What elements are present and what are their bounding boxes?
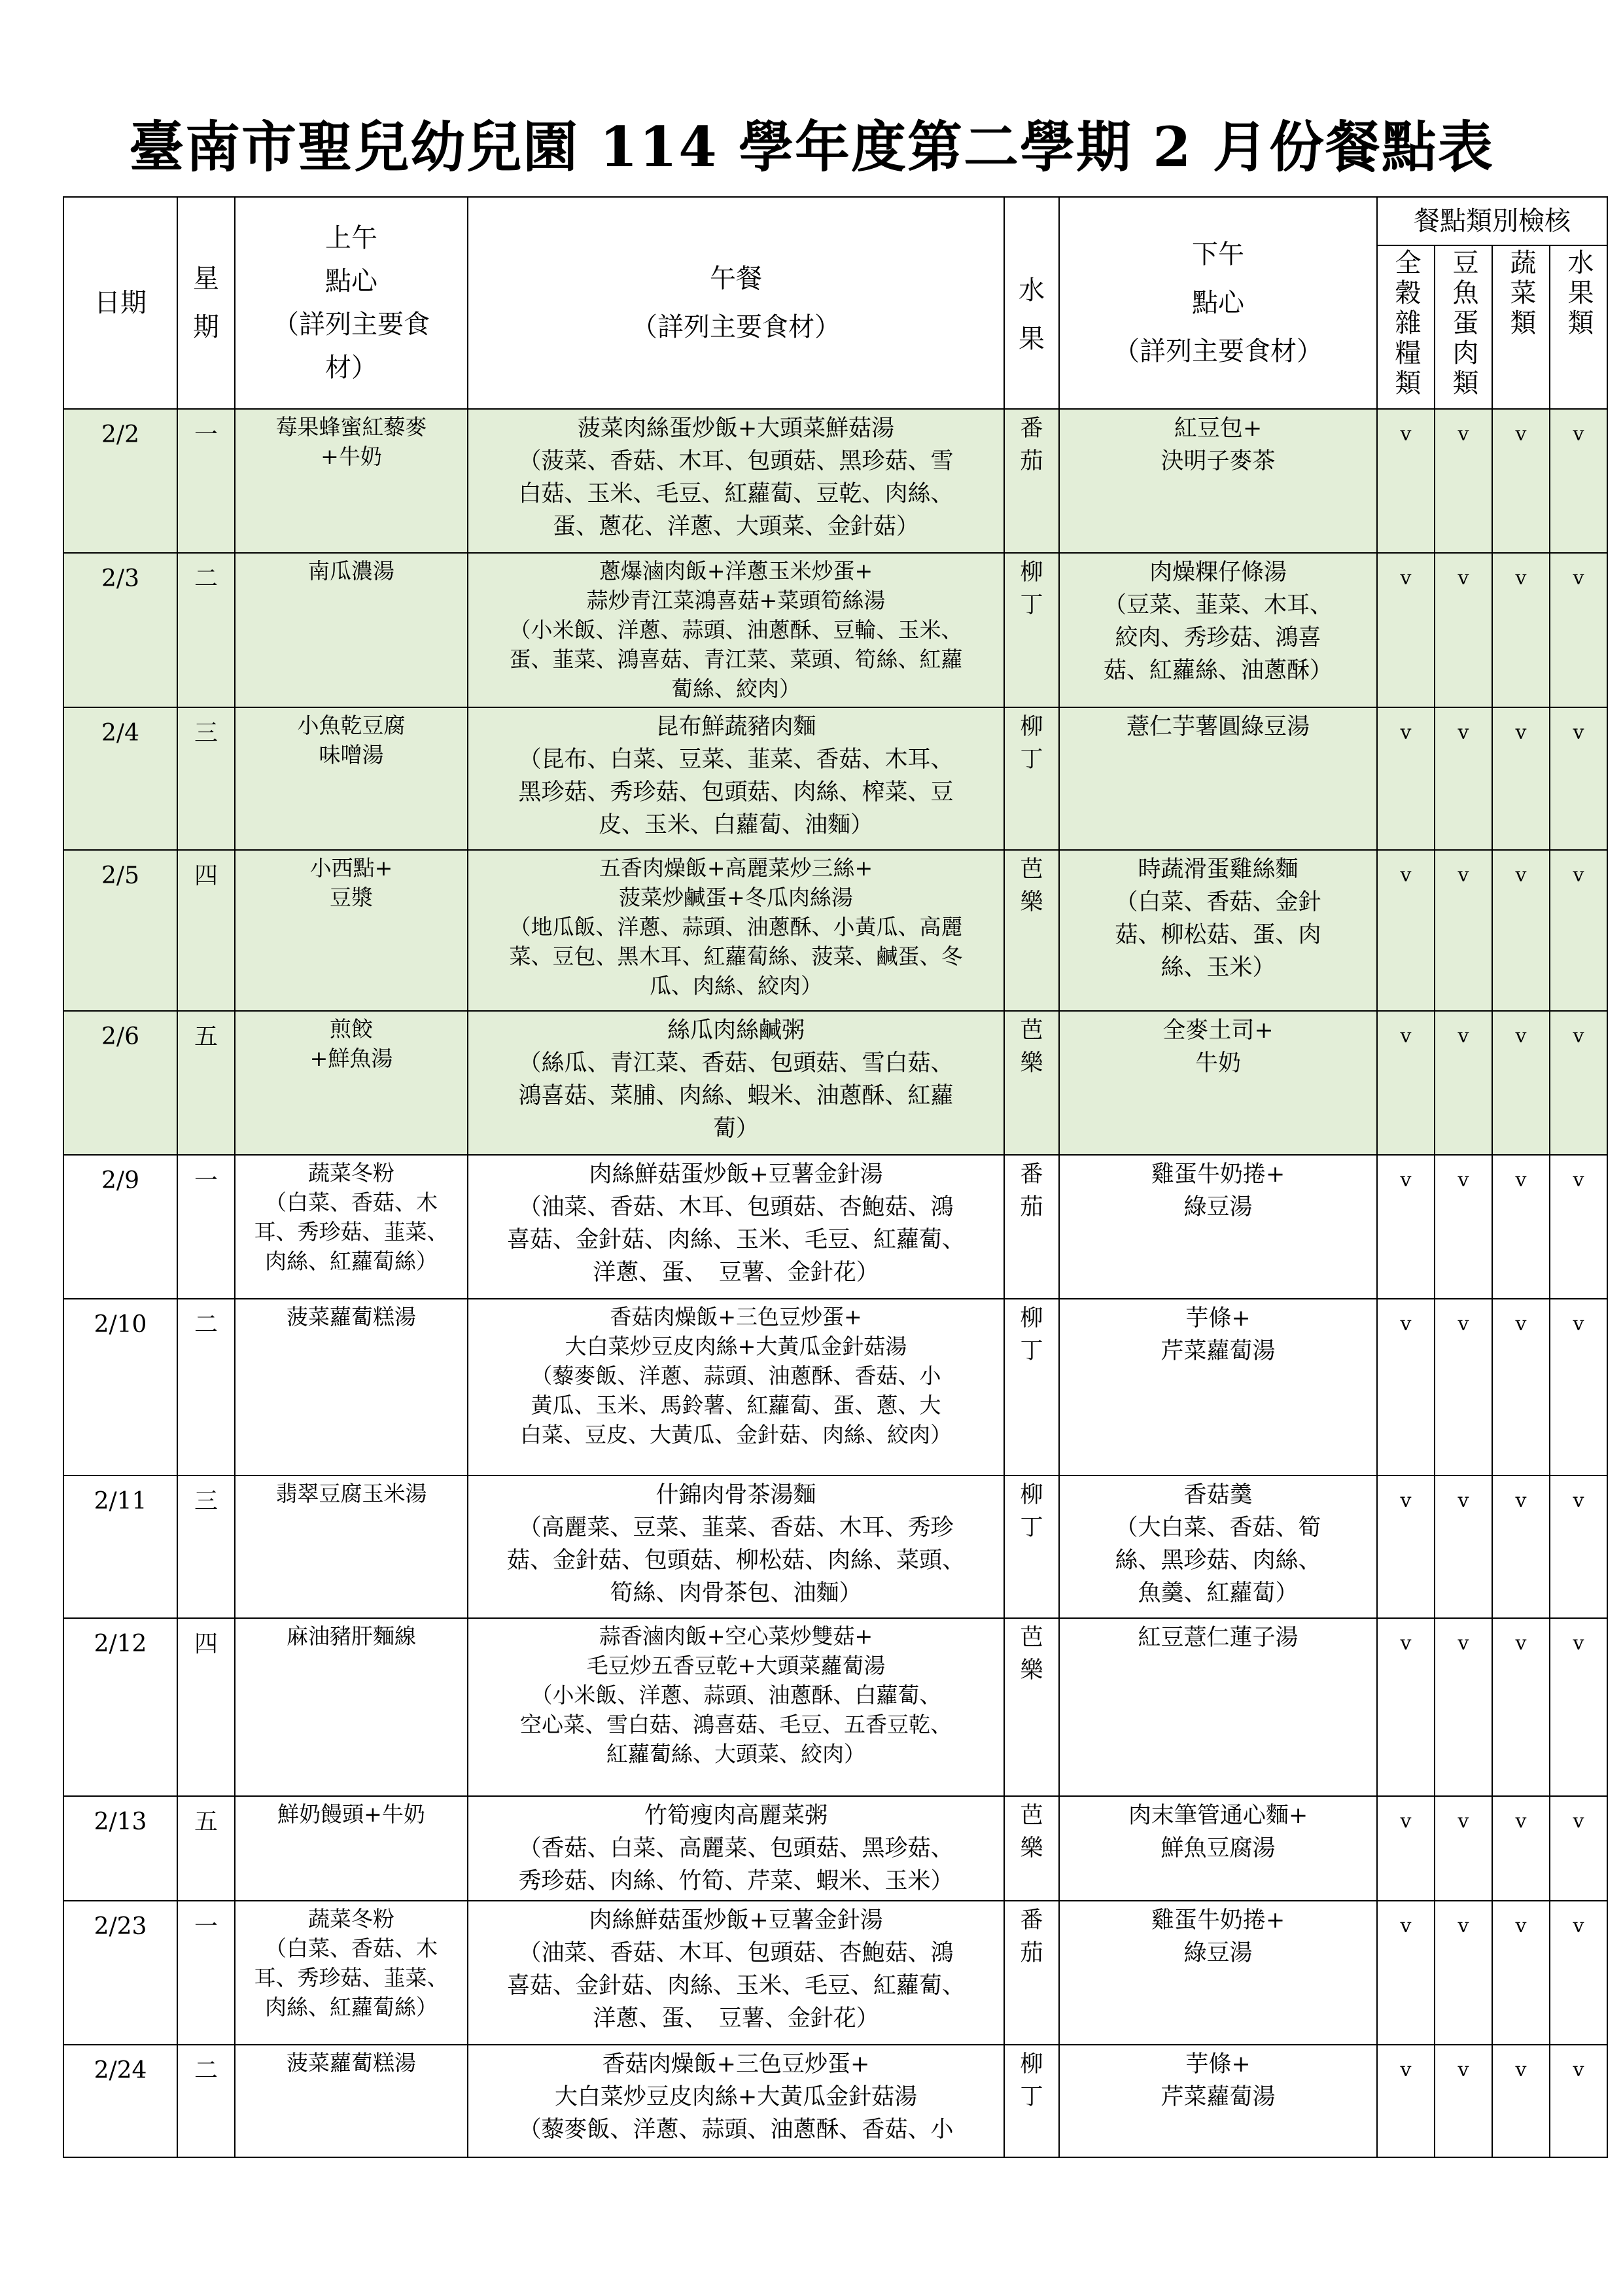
row-check-protein: v bbox=[1435, 409, 1492, 553]
row-weekday: 二 bbox=[177, 553, 235, 707]
header-pm-snack: 下午 點心 （詳列主要食材） bbox=[1059, 197, 1377, 409]
row-date: 2/12 bbox=[63, 1618, 177, 1796]
row-lunch: 菠菜肉絲蛋炒飯+大頭菜鮮菇湯 （菠菜、香菇、木耳、包頭菇、黑珍菇、雪 白菇、玉米、毛豆、紅蘿蔔、豆乾、肉絲、 蛋、蔥花、洋蔥、大頭菜、金針菇） bbox=[468, 409, 1004, 553]
row-check-fruit: v bbox=[1550, 1796, 1607, 1901]
row-lunch: 蒜香滷肉飯+空心菜炒雙菇+ 毛豆炒五香豆乾+大頭菜蘿蔔湯 （小米飯、洋蔥、蒜頭、油蔥酥、白蘿蔔、 空心菜、雪白菇、鴻喜菇、毛豆、五香豆乾、 紅蘿蔔絲、大頭菜、絞肉） bbox=[468, 1618, 1004, 1796]
row-check-protein: v bbox=[1435, 850, 1492, 1011]
row-check-protein: v bbox=[1435, 1011, 1492, 1155]
row-fruit: 柳 丁 bbox=[1004, 1475, 1059, 1618]
row-pm-snack: 肉末筆管通心麵+ 鮮魚豆腐湯 bbox=[1059, 1796, 1377, 1901]
row-pm-snack: 紅豆包+ 決明子麥茶 bbox=[1059, 409, 1377, 553]
row-am-snack: 小西點+ 豆漿 bbox=[235, 850, 468, 1011]
header-lunch: 午餐 （詳列主要食材） bbox=[468, 197, 1004, 409]
row-check-fruit: v bbox=[1550, 850, 1607, 1011]
row-pm-snack: 肉燥粿仔條湯 （豆菜、韮菜、木耳、 絞肉、秀珍菇、鴻喜 菇、紅蘿絲、油蔥酥） bbox=[1059, 553, 1377, 707]
table-row bbox=[63, 1299, 1607, 1475]
row-check-vegetable: v bbox=[1492, 1796, 1550, 1901]
row-date: 2/11 bbox=[63, 1475, 177, 1618]
row-check-vegetable: v bbox=[1492, 2045, 1550, 2157]
row-check-protein: v bbox=[1435, 2045, 1492, 2157]
row-check-protein: v bbox=[1435, 1796, 1492, 1901]
row-check-protein: v bbox=[1435, 1299, 1492, 1475]
row-date: 2/3 bbox=[63, 553, 177, 707]
row-check-vegetable: v bbox=[1492, 1618, 1550, 1796]
row-fruit: 芭 樂 bbox=[1004, 1796, 1059, 1901]
row-weekday: 五 bbox=[177, 1011, 235, 1155]
row-check-protein: v bbox=[1435, 707, 1492, 850]
row-check-fruit: v bbox=[1550, 707, 1607, 850]
row-check-grains: v bbox=[1377, 1155, 1435, 1299]
row-check-grains: v bbox=[1377, 553, 1435, 707]
row-fruit: 芭 樂 bbox=[1004, 1011, 1059, 1155]
row-date: 2/9 bbox=[63, 1155, 177, 1299]
table-row bbox=[63, 1796, 1607, 1901]
row-check-vegetable: v bbox=[1492, 1011, 1550, 1155]
row-check-vegetable: v bbox=[1492, 553, 1550, 707]
row-check-protein: v bbox=[1435, 1901, 1492, 2045]
row-date: 2/24 bbox=[63, 2045, 177, 2157]
row-check-grains: v bbox=[1377, 1618, 1435, 1796]
row-check-protein: v bbox=[1435, 1618, 1492, 1796]
row-weekday: 二 bbox=[177, 2045, 235, 2157]
row-check-fruit: v bbox=[1550, 553, 1607, 707]
row-am-snack: 鮮奶饅頭+牛奶 bbox=[235, 1796, 468, 1901]
row-fruit: 柳 丁 bbox=[1004, 1299, 1059, 1475]
row-date: 2/2 bbox=[63, 409, 177, 553]
row-lunch: 絲瓜肉絲鹹粥 （絲瓜、青江菜、香菇、包頭菇、雪白菇、 鴻喜菇、菜脯、肉絲、蝦米、油蔥酥、紅蘿 蔔） bbox=[468, 1011, 1004, 1155]
header-check-fruit: 水果類 bbox=[1550, 245, 1607, 409]
row-fruit: 芭 樂 bbox=[1004, 1618, 1059, 1796]
table-row bbox=[63, 707, 1607, 850]
row-pm-snack: 雞蛋牛奶捲+ 綠豆湯 bbox=[1059, 1155, 1377, 1299]
row-check-vegetable: v bbox=[1492, 1475, 1550, 1618]
header-check-protein: 豆魚蛋肉類 bbox=[1435, 245, 1492, 409]
row-pm-snack: 芋條+ 芹菜蘿蔔湯 bbox=[1059, 2045, 1377, 2157]
row-fruit: 芭 樂 bbox=[1004, 850, 1059, 1011]
row-check-grains: v bbox=[1377, 1011, 1435, 1155]
row-check-grains: v bbox=[1377, 1299, 1435, 1475]
row-fruit: 番 茄 bbox=[1004, 409, 1059, 553]
row-weekday: 一 bbox=[177, 1901, 235, 2045]
row-check-vegetable: v bbox=[1492, 1299, 1550, 1475]
row-pm-snack: 時蔬滑蛋雞絲麵 （白菜、香菇、金針 菇、柳松菇、蛋、肉 絲、玉米） bbox=[1059, 850, 1377, 1011]
row-pm-snack: 香菇羹 （大白菜、香菇、筍 絲、黑珍菇、肉絲、 魚羹、紅蘿蔔） bbox=[1059, 1475, 1377, 1618]
row-check-grains: v bbox=[1377, 1796, 1435, 1901]
row-check-fruit: v bbox=[1550, 1618, 1607, 1796]
row-check-fruit: v bbox=[1550, 1475, 1607, 1618]
row-weekday: 四 bbox=[177, 1618, 235, 1796]
row-lunch: 竹筍瘦肉高麗菜粥 （香菇、白菜、高麗菜、包頭菇、黑珍菇、 秀珍菇、肉絲、竹筍、芹菜、蝦米、玉米） bbox=[468, 1796, 1004, 1901]
row-am-snack: 莓果蜂蜜紅藜麥 +牛奶 bbox=[235, 409, 468, 553]
row-date: 2/6 bbox=[63, 1011, 177, 1155]
row-am-snack: 翡翠豆腐玉米湯 bbox=[235, 1475, 468, 1618]
row-lunch: 香菇肉燥飯+三色豆炒蛋+ 大白菜炒豆皮肉絲+大黃瓜金針菇湯 （藜麥飯、洋蔥、蒜頭、油蔥酥、香菇、小 黃瓜、玉米、馬鈴薯、紅蘿蔔、蛋、蔥、大 白菜、豆皮、大黃瓜、金針菇、肉絲、絞肉） bbox=[468, 1299, 1004, 1475]
row-am-snack: 菠菜蘿蔔糕湯 bbox=[235, 2045, 468, 2157]
table-row bbox=[63, 1475, 1607, 1618]
row-date: 2/4 bbox=[63, 707, 177, 850]
row-check-protein: v bbox=[1435, 1475, 1492, 1618]
row-fruit: 番 茄 bbox=[1004, 1155, 1059, 1299]
row-check-grains: v bbox=[1377, 850, 1435, 1011]
header-fruit: 水 果 bbox=[1004, 197, 1059, 409]
row-am-snack: 蔬菜冬粉 （白菜、香菇、木 耳、秀珍菇、韮菜、 肉絲、紅蘿蔔絲） bbox=[235, 1155, 468, 1299]
row-check-fruit: v bbox=[1550, 1011, 1607, 1155]
row-lunch: 五香肉燥飯+高麗菜炒三絲+ 菠菜炒鹹蛋+冬瓜肉絲湯 （地瓜飯、洋蔥、蒜頭、油蔥酥、小黃瓜、高麗 菜、豆包、黑木耳、紅蘿蔔絲、菠菜、鹹蛋、冬 瓜、肉絲、絞肉） bbox=[468, 850, 1004, 1011]
row-date: 2/10 bbox=[63, 1299, 177, 1475]
row-check-vegetable: v bbox=[1492, 850, 1550, 1011]
row-am-snack: 南瓜濃湯 bbox=[235, 553, 468, 707]
row-fruit: 柳 丁 bbox=[1004, 553, 1059, 707]
row-am-snack: 蔬菜冬粉 （白菜、香菇、木 耳、秀珍菇、韮菜、 肉絲、紅蘿蔔絲） bbox=[235, 1901, 468, 2045]
row-lunch: 蔥爆滷肉飯+洋蔥玉米炒蛋+ 蒜炒青江菜鴻喜菇+菜頭筍絲湯 （小米飯、洋蔥、蒜頭、油蔥酥、豆輪、玉米、 蛋、韮菜、鴻喜菇、青江菜、菜頭、筍絲、紅蘿 蔔絲、絞肉） bbox=[468, 553, 1004, 707]
row-check-vegetable: v bbox=[1492, 409, 1550, 553]
row-weekday: 三 bbox=[177, 1475, 235, 1618]
row-lunch: 昆布鮮蔬豬肉麵 （昆布、白菜、豆菜、韮菜、香菇、木耳、 黑珍菇、秀珍菇、包頭菇、肉絲、榨菜、豆 皮、玉米、白蘿蔔、油麵） bbox=[468, 707, 1004, 850]
menu-body bbox=[63, 409, 1607, 2157]
header-check-group: 餐點類別檢核 bbox=[1377, 197, 1607, 245]
row-date: 2/5 bbox=[63, 850, 177, 1011]
header-check-vegetable: 蔬菜類 bbox=[1492, 245, 1550, 409]
row-weekday: 一 bbox=[177, 1155, 235, 1299]
row-date: 2/23 bbox=[63, 1901, 177, 2045]
row-check-fruit: v bbox=[1550, 2045, 1607, 2157]
row-fruit: 番 茄 bbox=[1004, 1901, 1059, 2045]
row-check-fruit: v bbox=[1550, 409, 1607, 553]
header-check-grains: 全穀雜糧類 bbox=[1377, 245, 1435, 409]
table-row bbox=[63, 2045, 1607, 2157]
row-lunch: 肉絲鮮菇蛋炒飯+豆薯金針湯 （油菜、香菇、木耳、包頭菇、杏鮑菇、鴻 喜菇、金針菇、肉絲、玉米、毛豆、紅蘿蔔、 洋蔥、蛋、 豆薯、金針花） bbox=[468, 1155, 1004, 1299]
row-check-protein: v bbox=[1435, 553, 1492, 707]
header-date: 日期 bbox=[63, 197, 177, 409]
table-row bbox=[63, 1011, 1607, 1155]
row-lunch: 什錦肉骨茶湯麵 （高麗菜、豆菜、韮菜、香菇、木耳、秀珍 菇、金針菇、包頭菇、柳松菇、肉絲、菜頭、 筍絲、肉骨茶包、油麵） bbox=[468, 1475, 1004, 1618]
row-weekday: 四 bbox=[177, 850, 235, 1011]
row-check-fruit: v bbox=[1550, 1299, 1607, 1475]
row-check-grains: v bbox=[1377, 1901, 1435, 2045]
row-pm-snack: 紅豆薏仁蓮子湯 bbox=[1059, 1618, 1377, 1796]
row-check-protein: v bbox=[1435, 1155, 1492, 1299]
row-weekday: 二 bbox=[177, 1299, 235, 1475]
row-pm-snack: 全麥土司+ 牛奶 bbox=[1059, 1011, 1377, 1155]
row-check-grains: v bbox=[1377, 409, 1435, 553]
table-row bbox=[63, 1618, 1607, 1796]
table-row bbox=[63, 409, 1607, 553]
table-row bbox=[63, 850, 1607, 1011]
row-am-snack: 麻油豬肝麵線 bbox=[235, 1618, 468, 1796]
row-weekday: 三 bbox=[177, 707, 235, 850]
row-check-grains: v bbox=[1377, 707, 1435, 850]
row-check-fruit: v bbox=[1550, 1155, 1607, 1299]
table-row bbox=[63, 553, 1607, 707]
row-pm-snack: 芋條+ 芹菜蘿蔔湯 bbox=[1059, 1299, 1377, 1475]
row-am-snack: 小魚乾豆腐 味噌湯 bbox=[235, 707, 468, 850]
row-fruit: 柳 丁 bbox=[1004, 2045, 1059, 2157]
row-check-fruit: v bbox=[1550, 1901, 1607, 2045]
page-title: 臺南市聖兒幼兒園 114 學年度第二學期 2 月份餐點表 bbox=[129, 115, 1494, 179]
row-check-grains: v bbox=[1377, 1475, 1435, 1618]
table-row bbox=[63, 1155, 1607, 1299]
row-check-vegetable: v bbox=[1492, 1901, 1550, 2045]
row-date: 2/13 bbox=[63, 1796, 177, 1901]
row-check-grains: v bbox=[1377, 2045, 1435, 2157]
meal-table bbox=[63, 196, 1608, 2158]
header-weekday: 星 期 bbox=[177, 197, 235, 409]
row-weekday: 一 bbox=[177, 409, 235, 553]
row-fruit: 柳 丁 bbox=[1004, 707, 1059, 850]
row-lunch: 肉絲鮮菇蛋炒飯+豆薯金針湯 （油菜、香菇、木耳、包頭菇、杏鮑菇、鴻 喜菇、金針菇、肉絲、玉米、毛豆、紅蘿蔔、 洋蔥、蛋、 豆薯、金針花） bbox=[468, 1901, 1004, 2045]
header-am-snack: 上午 點心 （詳列主要食 材） bbox=[235, 197, 468, 409]
row-check-vegetable: v bbox=[1492, 1155, 1550, 1299]
table-row bbox=[63, 1901, 1607, 2045]
row-am-snack: 煎餃 +鮮魚湯 bbox=[235, 1011, 468, 1155]
row-lunch: 香菇肉燥飯+三色豆炒蛋+ 大白菜炒豆皮肉絲+大黃瓜金針菇湯 （藜麥飯、洋蔥、蒜頭、油蔥酥、香菇、小 bbox=[468, 2045, 1004, 2157]
row-weekday: 五 bbox=[177, 1796, 235, 1901]
row-pm-snack: 薏仁芋薯圓綠豆湯 bbox=[1059, 707, 1377, 850]
row-check-vegetable: v bbox=[1492, 707, 1550, 850]
row-pm-snack: 雞蛋牛奶捲+ 綠豆湯 bbox=[1059, 1901, 1377, 2045]
row-am-snack: 菠菜蘿蔔糕湯 bbox=[235, 1299, 468, 1475]
